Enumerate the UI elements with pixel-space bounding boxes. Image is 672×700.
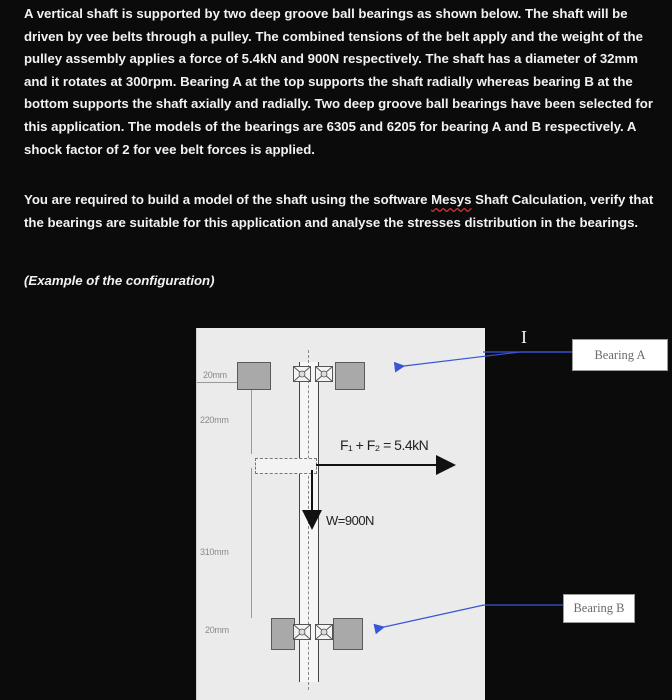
weight-label: W=900N [326, 513, 374, 528]
force-label: F₁ + F₂ = 5.4kN [340, 437, 429, 453]
configuration-caption: (Example of the configuration) [24, 273, 215, 288]
software-name: Mesys [431, 192, 472, 207]
dim-label-pulley-offset: 220mm [200, 415, 229, 425]
bearing-a-pointer [404, 352, 572, 366]
bearing-b-pointer [384, 605, 484, 627]
task-text-end: Shaft Calculation, verify that the bearings are suitable for this application and analyse the stresses distribution in the bearings. [24, 192, 654, 230]
text-cursor-icon: I [521, 327, 527, 347]
callout-bearing-b: Bearing B [563, 594, 635, 623]
dim-label-top-bearing: 20mm [203, 370, 227, 380]
dim-label-bottom-bearing: 20mm [205, 625, 229, 635]
task-text-start: You are required to build a model of the shaft using the software [24, 192, 432, 207]
callout-bearing-a: Bearing A [572, 339, 668, 371]
problem-statement: A vertical shaft is supported by two deep groove ball bearings as shown below. The shaft will be driven by vee belts through a pulley. The combined tensions of the belt apply and the weight of the pulley assembly applies a force of 5.4kN and 900N respectively. The shaft has a diameter of 32mm and it rotates at 300rpm. Bearing A at the top supports the shaft radially whereas bearing B at the bottom supports the shaft axially and radially. Two deep groove ball bearings have been selected for this application. The models of the bearings are 6305 and 6205 for bearing A and B respectively. A shock factor of 2 for vee belt forces is applied. [24, 6, 653, 157]
dim-label-lower-span: 310mm [200, 547, 229, 557]
